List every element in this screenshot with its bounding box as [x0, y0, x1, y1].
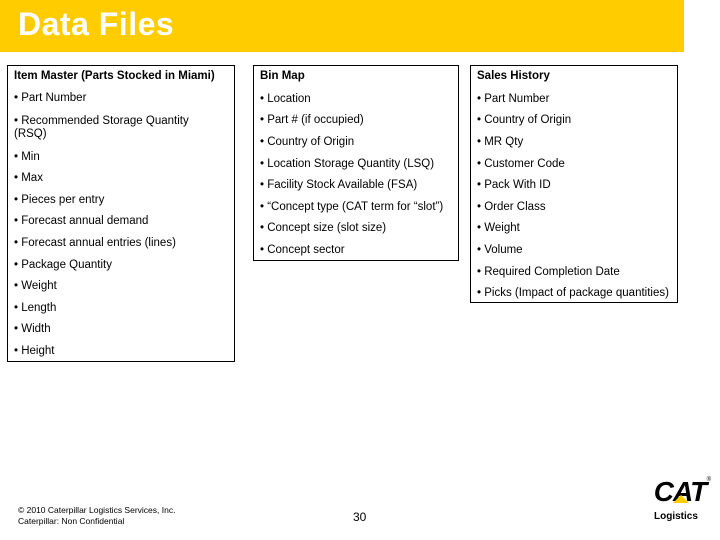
list-item: • Country of Origin — [260, 136, 355, 148]
list-item: • Width — [14, 323, 51, 335]
bin-map-heading: Bin Map — [260, 70, 305, 82]
item-master-heading: Item Master (Parts Stocked in Miami) — [14, 70, 215, 82]
list-item: • Concept sector — [260, 244, 345, 256]
list-item: • Length — [14, 302, 57, 314]
copyright-notice — [18, 505, 175, 527]
cat-logo-wordmark: CAT — [653, 476, 707, 507]
cat-logistics-logo — [652, 475, 711, 525]
list-item: • Customer Code — [477, 158, 565, 170]
list-item: • Part Number — [14, 92, 87, 104]
confidentiality-line: Caterpillar: Non Confidential — [18, 516, 125, 526]
logo-subtitle: Logistics — [654, 511, 698, 522]
list-item: • Part # (if occupied) — [260, 114, 364, 126]
cat-logo-triangle-icon — [673, 495, 689, 503]
list-item: • Order Class — [477, 201, 546, 213]
list-item: • Country of Origin — [477, 114, 572, 126]
list-item: • Concept size (slot size) — [260, 222, 387, 234]
list-item: • Picks (Impact of package quantities) — [477, 287, 669, 299]
list-item: • Recommended Storage Quantity — [14, 115, 189, 127]
item-master-box — [7, 65, 235, 362]
copyright-line: © 2010 Caterpillar Logistics Services, Inc. — [18, 505, 176, 515]
list-item: • Weight — [14, 280, 57, 292]
list-item: • Part Number — [477, 93, 550, 105]
list-item: • Max — [14, 172, 43, 184]
list-item: • Height — [14, 345, 55, 357]
list-item: • Location Storage Quantity (LSQ) — [260, 158, 435, 170]
list-item: • Volume — [477, 244, 523, 256]
sales-history-box — [470, 65, 678, 303]
list-item: • Weight — [477, 222, 520, 234]
list-item: • Location — [260, 93, 311, 105]
list-item: • Facility Stock Available (FSA) — [260, 179, 418, 191]
bin-map-box — [253, 65, 459, 261]
list-item: • Forecast annual demand — [14, 215, 149, 227]
list-item: • Forecast annual entries (lines) — [14, 237, 176, 249]
list-item: • Min — [14, 151, 40, 163]
list-item: • Pack With ID — [477, 179, 551, 191]
list-item: • Required Completion Date — [477, 266, 620, 278]
registered-mark: ® — [706, 477, 711, 483]
list-item: • “Concept type (CAT term for “slot”) — [260, 201, 444, 213]
sales-history-heading: Sales History — [477, 70, 550, 82]
list-item: • Pieces per entry — [14, 194, 105, 206]
page-number: 30 — [353, 510, 367, 524]
title-bar — [0, 0, 684, 52]
list-item: • MR Qty — [477, 136, 524, 148]
list-item: (RSQ) — [14, 128, 47, 140]
list-item: • Package Quantity — [14, 259, 112, 271]
page-title: Data Files — [18, 6, 175, 42]
